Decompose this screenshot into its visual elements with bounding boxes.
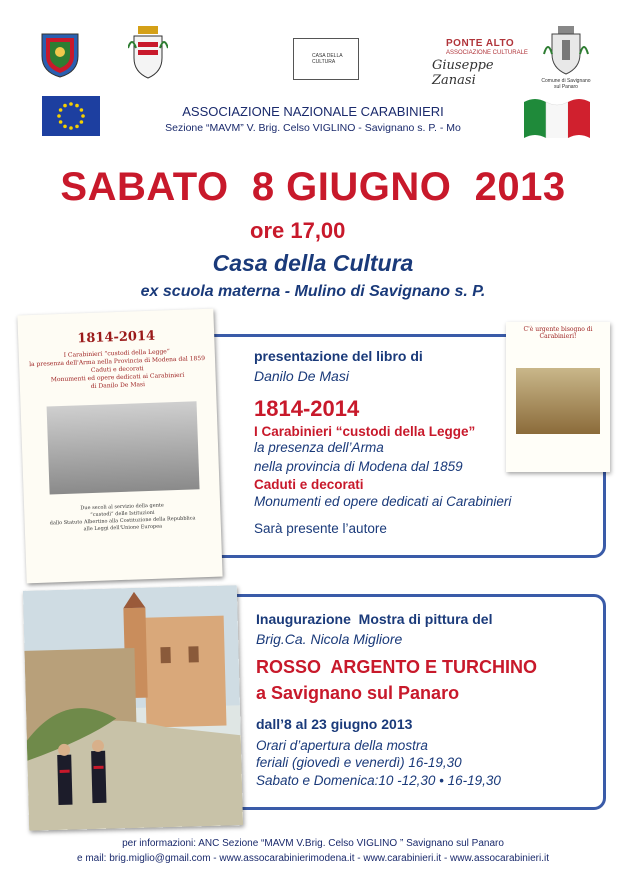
- carabinieri-shield-logo: [40, 32, 80, 78]
- event-time: ore 17,00: [250, 218, 346, 243]
- event-venue: Casa della Cultura: [212, 250, 414, 276]
- exhibition-intro: Inaugurazione Mostra di pittura del: [256, 611, 493, 627]
- footer-info: per informazioni: ANC Sezione “MAVM V.Brig. Celso VIGLINO ” Savignano sul Panaro: [122, 838, 504, 849]
- book-line-2: nella provincia di Modena dal 1859: [254, 459, 463, 474]
- book-cover-bottom: Due secoli al servizio della gente “custodi” delle Istituzioni dallo Statuto Albertino alla Costituzione della Repubblica alle Leggi dell'Unione Europea: [49, 502, 196, 533]
- exhibition-artist: Brig.Ca. Nicola Migliore: [256, 631, 403, 647]
- book-line-1: la presenza dell’Arma: [254, 440, 384, 455]
- footer-contacts: e mail: brig.miglio@gmail.com - www.assocarabinierimodena.it - www.carabinieri.it - www.assocarabinieri.it: [77, 853, 549, 864]
- exhibition-location: a Savignano sul Panaro: [256, 683, 460, 703]
- second-book-cover-image: [506, 322, 610, 472]
- ponte-alto-signature: Giuseppe Zanasi: [432, 58, 494, 88]
- book-line-3: Caduti e decorati: [254, 477, 364, 492]
- book-author: Danilo De Masi: [254, 368, 349, 384]
- exhibition-dates: dall’8 al 23 giugno 2013: [256, 716, 413, 732]
- event-date: SABATO 8 GIUGNO 2013: [60, 165, 566, 209]
- book-line-4: Monumenti ed opere dedicati ai Carabinieri: [254, 494, 512, 509]
- book-cover-image: [17, 309, 222, 584]
- association-title: ASSOCIAZIONE NAZIONALE CARABINIERI: [182, 104, 444, 119]
- second-book-photo: [516, 368, 600, 434]
- ponte-alto-name: PONTE ALTO: [446, 38, 515, 49]
- exhibition-hours-label: Orari d’apertura della mostra: [256, 738, 428, 753]
- ponte-alto-subtitle: ASSOCIAZIONE CULTURALE: [446, 50, 528, 56]
- book-cover-photo: [47, 401, 200, 494]
- painting-image: [23, 585, 243, 831]
- casa-della-cultura-logo: [293, 38, 359, 80]
- comune-crest-icon: [540, 24, 592, 76]
- exhibition-weekend-hours: Sabato e Domenica:10 -12,30 • 16-19,30: [256, 773, 501, 788]
- book-years: 1814-2014: [254, 396, 360, 421]
- casa-logo-text: CASA DELLA CULTURA: [312, 53, 343, 65]
- event-venue-detail: ex scuola materna - Mulino di Savignano s. P.: [140, 283, 486, 300]
- exhibition-weekday-hours: feriali (giovedì e venerdì) 16-19,30: [256, 755, 462, 770]
- book-cover-lines: I Carabinieri “custodi della Legge” la presenza dell'Arma nella Provincia di Modena dal 1859 Caduti e decorati Monumenti ed opere dedicati ai Carabinieri di Danilo De Masi: [29, 348, 206, 390]
- exhibition-title: ROSSO ARGENTO E TURCHINO: [256, 657, 538, 677]
- comune-savignano-logo: [540, 24, 592, 90]
- association-section: Sezione “MAVM” V. Brig. Celso VIGLINO - Savignano s. P. - Mo: [165, 122, 461, 134]
- book-subtitle: I Carabinieri “custodi della Legge”: [254, 424, 476, 439]
- carabinieri-crest-logo: [128, 26, 168, 80]
- comune-caption: Comune di Savignano sul Panaro: [541, 78, 591, 90]
- book-intro: presentazione del libro di: [254, 348, 423, 364]
- ponte-alto-logo: [432, 38, 528, 88]
- author-presence-note: Sarà presente l’autore: [254, 521, 387, 536]
- book-cover-years: 1814-2014: [77, 328, 156, 347]
- second-book-title: C'è urgente bisogno di Carabinieri!: [523, 326, 593, 340]
